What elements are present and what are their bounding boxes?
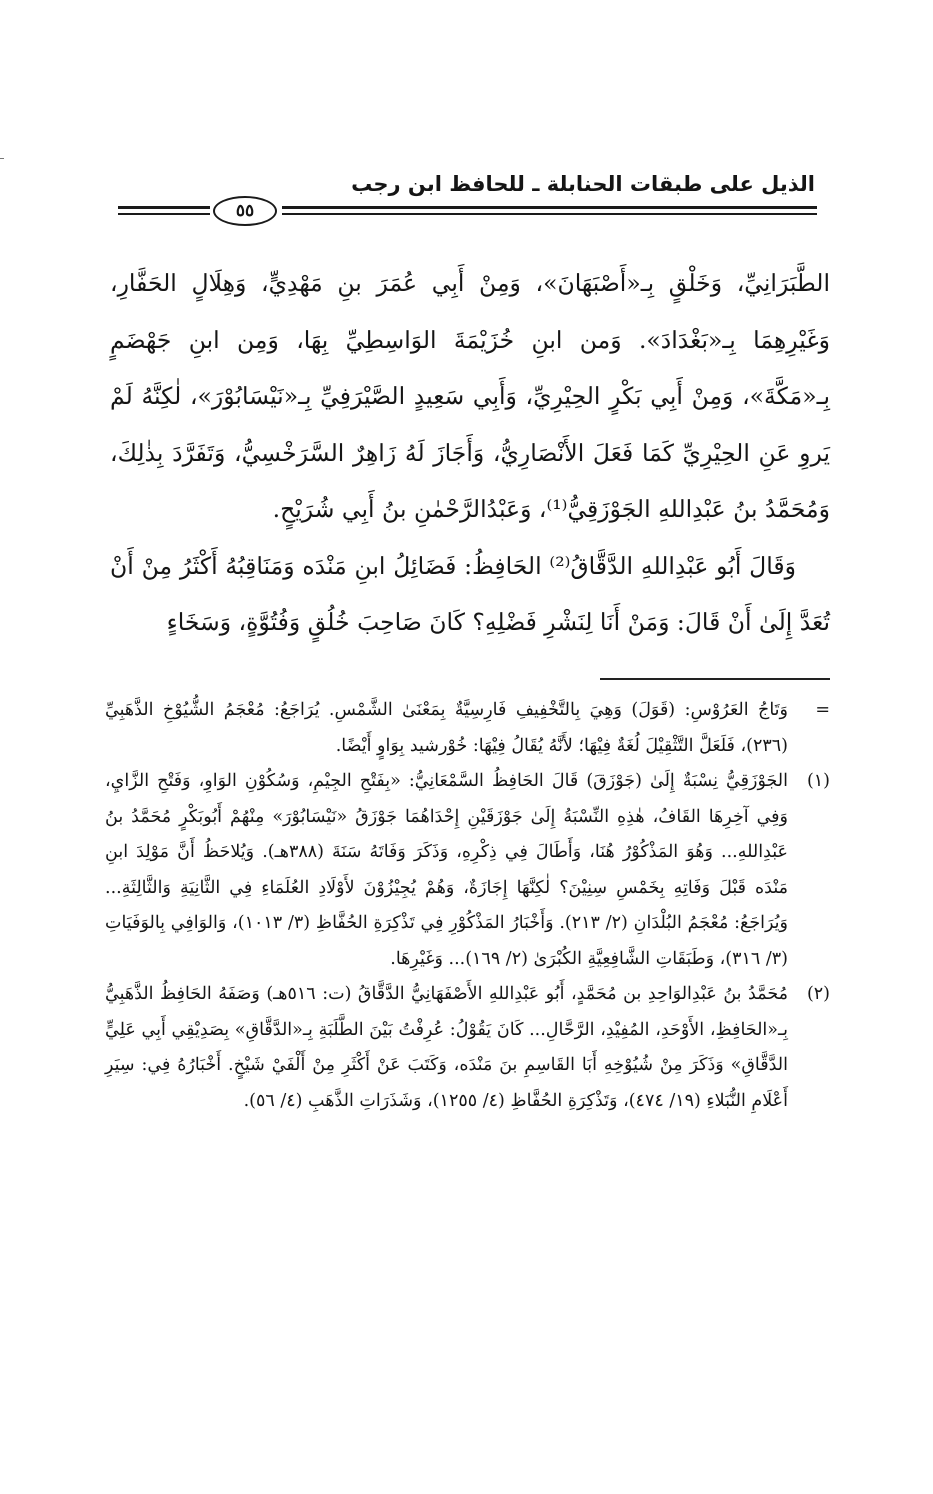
footnote-text: وَتَاجُ العَرُوْسِ: (قَوَلَ) وَهِيَ بِالتَّخْفِيفِ فَارِسِيَّةٌ بِمَعْنَىٰ الشَّمْسِ. يُرَاجَعُ: مُعْجَمُ الشُّيُوْخِ الذَّهَبِيِّ (٢٣٦)، فَلَعَلَّ التَّثْقِيْلَ لُغَةٌ فِيْهَا؛ لأَنَّهُ يُقَالُ فِيْهَا: خُوْرشيد بِوَاوٍ أَيْضًا. xyxy=(105,700,788,756)
header-rule-right xyxy=(282,206,817,209)
header-rule-left-thin xyxy=(118,213,210,215)
footnote-text: مُحَمَّدُ بنُ عَبْدِالوَاحِدِ بن مُحَمَّدٍ، أَبُو عَبْدِاللهِ الأَصْفَهَانِيُّ الدَّقَّاقُ (ت: ٥١٦هـ) وَصَفَهُ الحَافِظُ الذَّهَبِيُّ بِـ«الحَافِظِ، الأَوْحَدِ، المُفِيْدِ، الرَّحَّالِ... كَانَ يَقُوْلُ: عُرِفْتُ بَيْنَ الطَّلَبَةِ بِـ«الدَّقَّاقِ» بِصَدِيْقِي أَبِي عَلِيٍّ الدَّقَّاقِ» وَذَكَرَ مِنْ شُيُوْخِهِ أَبَا القَاسِمِ بنَ مَنْدَه، وَكَتَبَ عَنْ أَكْثَرِ مِنْ أَلْفَيْ شَيْخٍ. أَخْبَارُهُ فِي: سِيَرِ أَعْلَامِ النُّبَلاءِ (١٩/ ٤٧٤)، وَتَذْكِرَةِ الحُفَّاظِ (٤/ ١٢٥٥)، وَشَذَرَاتِ الذَّهَبِ (٤/ ٥٦). xyxy=(105,984,788,1111)
footnote-separator xyxy=(600,678,830,680)
running-header-title: الذيل على طبقات الحنابلة ـ للحافظ ابن رجب xyxy=(351,172,815,196)
main-text xyxy=(110,255,830,651)
header-rule-left xyxy=(118,206,210,209)
footnote-text: الجَوْزَقِيُّ نِسْبَةٌ إِلَىٰ (جَوْزَقَ) قَالَ الحَافِظُ السَّمْعَانِيُّ: «بِفَتْحِ الجِيْمِ، وَسُكُوْنِ الوَاوِ، وَفَتْحِ الزَّايِ، وَفِي آخِرِهَا القَافُ، هٰذِهِ النِّسْبَةُ إِلَىٰ جَوْزَقَيْنِ إِحْدَاهُمَا جَوْزَقُ «نَيْسَابُوْرَ» مِنْهُمْ أَبُوبَكْرٍ مُحَمَّدُ بنُ عَبْدِاللهِ... وَهُوَ المَذْكُوْرُ هُنَا، وَأَطَالَ فِي ذِكْرِهِ، وَذَكَرَ وَفَاتَهُ سَنَةَ (٣٨٨هـ). وَيُلاحَظُ أَنَّ مَوْلِدَ ابنِ مَنْدَه قَبْلَ وَفَاتِهِ بِخَمْسِ سِنِيْنَ؟ لٰكِنَّهَا إِجَازَةٌ، وَهُمْ يُجِيْزُوْنَ لأَوْلَادِ العُلَمَاءِ فِي الثَّانِيَةِ وَالثَّالِثَةِ... وَيُرَاجَعُ: مُعْجَمُ البُلْدَانِ (٢/ ٢١٣). وَأَخْبَارُ المَذْكُوْرِ فِي تَذْكِرَةِ الحُفَّاظِ (٣/ ١٠١٣)، وَالوَافِي بِالوَفَيَاتِ (٣/ ٣١٦)، وَطَبَقَاتِ الشَّافِعِيَّةِ الكُبْرَىٰ (٢/ ١٦٩)... وَغَيْرِهَا. xyxy=(105,771,788,969)
footnote-marker: = xyxy=(815,700,830,720)
scan-mark xyxy=(0,158,4,159)
footnote-marker: (٢) xyxy=(806,984,830,1004)
body-paragraph-1: الطَّبَرَانِيِّ، وَخَلْقٍ بِـ«أَصْبَهَانَ»، وَمِنْ أَبِي عُمَرَ بنِ مَهْدِيٍّ، وَهِلَالٍ الحَفَّارِ، وَغَيْرِهِمَا بِـ«بَغْدَادَ». وَمن ابنِ خُزَيْمَةَ الوَاسِطِيِّ بِهَا، وَمِن ابنِ جَهْضَمٍ بِـ«مَكَّةَ»، وَمِنْ أَبِي بَكْرٍ الحِيْرِيِّ، وَأَبِي سَعِيدٍ الصَّيْرَفِيِّ بِـ«نَيْسَابُوْرَ»، لٰكِنَّهُ لَمْ يَروِ عَنِ الحِيْرِيِّ كَمَا فَعَلَ الأَنْصَارِيُّ، وَأَجَازَ لَهُ زَاهِرٌ السَّرَخْسِيُّ، وَتَفَرَّدَ بِذٰلِكَ، وَمُحَمَّدُ بنُ عَبْدِاللهِ الجَوْزَقِيُّ⁽¹⁾، وَعَبْدُالرَّحْمٰنِ بنُ أَبِي شُرَيْحٍ. xyxy=(110,269,830,523)
footnote-1 xyxy=(105,764,830,977)
footnotes xyxy=(105,693,830,1119)
footnote-marker: (١) xyxy=(806,771,830,791)
footnote-2 xyxy=(105,977,830,1119)
header-rule-right-thin xyxy=(282,213,817,215)
footnote-continued xyxy=(105,693,830,764)
body-paragraph-2: وَقَالَ أَبُو عَبْدِاللهِ الدَّقَّاقُ⁽²⁾ الحَافِظُ: فَضَائِلُ ابنِ مَنْدَه وَمَنَاقِبُهُ أَكْثَرُ مِنْ أَنْ تُعَدَّ إِلَىٰ أَنْ قَالَ: وَمَنْ أَنَا لِنَشْرِ فَضْلِهِ؟ كَانَ صَاحِبَ خُلُقٍ وَفُتُوَّةٍ، وَسَخَاءٍ xyxy=(110,551,830,636)
page-number: ٥٥ xyxy=(213,196,277,226)
